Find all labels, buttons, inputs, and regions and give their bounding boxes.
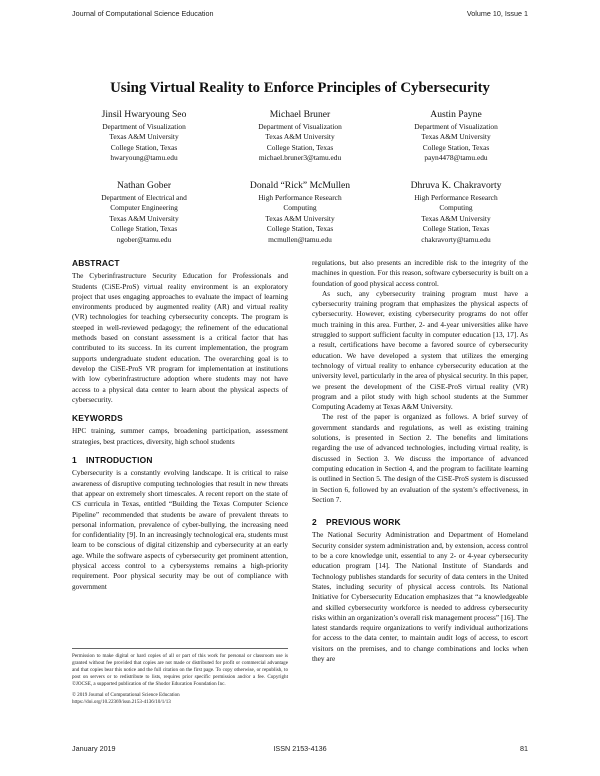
author-email: mcmullen@tamu.edu bbox=[268, 234, 332, 244]
author-affiliation: Texas A&M University bbox=[421, 132, 491, 142]
author-name: Michael Bruner bbox=[269, 109, 331, 120]
author-affiliation: Computing bbox=[283, 203, 317, 213]
author-affiliation: High Performance Research bbox=[258, 193, 342, 202]
previous-work-paragraph: The National Security Administration and Department of Homeland Security consider system administration and, by extension, access control to be a core knowledge unit, essential to any 2- or 4-year cybersecurity education program [14]. The National Institute of Standards and Technology publishes standards for security of data centers in the United States, including security of physical access controls. Its National Initiative for Cybersecurity Education emphasizes that “a knowledgeable and skilled cybersecurity workforce is needed to address cybersecurity risks within an organization’s overall risk management process” [16]. The latest standards require organizations to verify individual authorizations for access to the data center, to maintain audit logs of access, to escort visitors on the premises, and to change combinations and locks when they are bbox=[312, 530, 528, 663]
author-affiliation: High Performance Research bbox=[414, 193, 498, 202]
author-5 bbox=[220, 180, 380, 245]
author-location: College Station, Texas bbox=[422, 224, 490, 234]
author-affiliation: Texas A&M University bbox=[109, 213, 179, 223]
journal-name: Journal of Computational Science Education bbox=[72, 9, 214, 18]
section-number: 2 bbox=[312, 517, 317, 528]
intro-paragraph: regulations, but also presents an incredible risk to the integrity of the machines in question. For this reason, software cybersecurity is built on a foundation of good physical access control. bbox=[312, 258, 528, 288]
author-location: College Station, Texas bbox=[110, 224, 178, 234]
section-title: PREVIOUS WORK bbox=[326, 517, 401, 528]
author-location: College Station, Texas bbox=[266, 224, 334, 234]
author-email: ngober@tamu.edu bbox=[116, 234, 172, 244]
author-email: michael.bruner3@tamu.edu bbox=[258, 153, 342, 163]
abstract-text: The Cyberinfrastructure Security Education for Professionals and Students (CiSE-ProS) virtual reality environment is an exploratory project that uses engaging approaches to evaluate the impact of learning environments produced by augmented reality (AR) and virtual reality (VR) technologies for teaching cybersecurity concepts. The program is steeped in well-reviewed pedagogy; the refinement of the educational methods based on constant assessment is a critical factor that has contributed to its success. In its current implementation, the program supports undergraduate student education. The overarching goal is to develop the CiSE-ProS VR program for implementation at institutions with low cyberinfrastructure adoption where students may not have access to a physical data center to learn about the physical aspects of cybersecurity. bbox=[72, 271, 288, 404]
author-affiliation: Computing bbox=[439, 203, 473, 213]
author-affiliation: Texas A&M University bbox=[265, 213, 335, 223]
permission-notice bbox=[72, 648, 288, 706]
author-email: chakravorty@tamu.edu bbox=[421, 234, 491, 244]
keywords-heading: KEYWORDS bbox=[72, 413, 123, 424]
author-name: Donald “Rick” McMullen bbox=[249, 180, 351, 191]
volume-issue: Volume 10, Issue 1 bbox=[466, 9, 528, 18]
author-email: hwaryoung@tamu.edu bbox=[110, 153, 178, 163]
author-affiliation: Texas A&M University bbox=[265, 132, 335, 142]
copyright-line: © 2019 Journal of Computational Science Education bbox=[72, 692, 180, 698]
intro-paragraph: The rest of the paper is organized as follows. A brief survey of government standards and regulations, as well as existing training solutions, is presented in Section 2. The benefits and limitations regarding the use of advanced technologies, including virtual reality, is discussed in Section 3. We discuss the importance of advanced computing education in Section 4, and the program to facilitate learning is outlined in Section 5. The design of the CiSE-ProS system is discussed in Section 6, followed by an evaluation of the system’s effectiveness, in Section 7. bbox=[312, 412, 528, 504]
author-affiliation: Texas A&M University bbox=[421, 213, 491, 223]
author-6 bbox=[376, 180, 536, 245]
abstract-heading: ABSTRACT bbox=[72, 258, 120, 268]
author-4 bbox=[64, 180, 224, 245]
author-3 bbox=[376, 109, 536, 164]
author-1 bbox=[64, 109, 224, 164]
previous-work-heading bbox=[312, 517, 528, 527]
keywords-text: HPC training, summer camps, broadening participation, assessment strategies, best practices, diversity, high school students bbox=[72, 426, 288, 446]
intro-paragraph: As such, any cybersecurity training program must have a cybersecurity training program that emphasizes the physical aspects of cybersecurity. However, existing cybersecurity programs do not offer much training in this area. Further, 2- and 4-year universities alike have struggled to support sufficient faculty in computer education [13, 17]. As a result, certifications have become a favored source of cybersecurity education. We have developed a system that utilizes the emerging technology of virtual reality to enhance cybersecurity education at the university level, particularly in the area of physical security. In this paper, we present the development of the CiSE-ProS virtual reality (VR) program and a pilot study with high school students at the Summer Computing Academy at Texas A&M University. bbox=[312, 288, 528, 412]
section-number: 1 bbox=[72, 455, 77, 466]
page-number: 81 bbox=[520, 744, 528, 753]
intro-paragraph: Cybersecurity is a constantly evolving landscape. It is critical to raise awareness of disruptive computing technologies that result in new threats that appear on extremely short timescales. A recent report on the state of CS curricula in Texas, entitled “Building the Texas Computer Science Pipeline” recommended that students be aware of prevalent threats to personal information, prevalence of cyber-bullying, the increasing need for confidentiality [9]. In an increasingly technological era, students must learn to be conscious of digital citizenship and cybersecurity at an early age. While the software aspects of cybersecurity get prominent attention, physical access control to a cybersystems remains a high-priority requirement. Poor physical security may be out of compliance with government bbox=[72, 468, 288, 591]
right-column bbox=[312, 258, 528, 664]
permission-text: Permission to make digital or hard copies of all or part of this work for personal or classroom use is granted without fee provided that copies are not made or distributed for profit or commercial advantage and that copies bear this notice and the full citation on the first page. To copy otherwise, or republish, to post on servers or to redistribute to lists, requires prior specific permission and/or a fee. Copyright ©JOCSE, a supported publication of the Shodor Education Foundation Inc. bbox=[72, 653, 288, 687]
author-affiliation: Department of Visualization bbox=[102, 122, 186, 131]
section-title: INTRODUCTION bbox=[86, 455, 153, 466]
author-affiliation: Department of Visualization bbox=[414, 122, 498, 131]
footer-date: January 2019 bbox=[72, 744, 116, 753]
intro-heading bbox=[72, 455, 288, 465]
author-location: College Station, Texas bbox=[266, 142, 334, 152]
author-name: Austin Payne bbox=[430, 109, 482, 120]
author-email: payn4478@tamu.edu bbox=[424, 153, 488, 163]
author-name: Dhruva K. Chakravorty bbox=[410, 180, 502, 191]
author-2 bbox=[220, 109, 380, 164]
author-location: College Station, Texas bbox=[422, 142, 490, 152]
footer-issn: ISSN 2153-4136 bbox=[273, 744, 327, 753]
left-column bbox=[72, 258, 288, 592]
author-name: Jinsil Hwaryoung Seo bbox=[101, 109, 187, 120]
author-affiliation: Texas A&M University bbox=[109, 132, 179, 142]
author-affiliation: Department of Electrical and bbox=[101, 193, 187, 202]
author-name: Nathan Gober bbox=[116, 180, 172, 191]
author-affiliation: Computer Engineering bbox=[110, 203, 178, 213]
author-location: College Station, Texas bbox=[110, 142, 178, 152]
doi-link[interactable]: https://doi.org/10.22369/issn.2153-4136/10/1/13 bbox=[72, 699, 171, 705]
author-affiliation: Department of Visualization bbox=[258, 122, 342, 131]
paper-title: Using Virtual Reality to Enforce Principles of Cybersecurity bbox=[110, 80, 490, 96]
